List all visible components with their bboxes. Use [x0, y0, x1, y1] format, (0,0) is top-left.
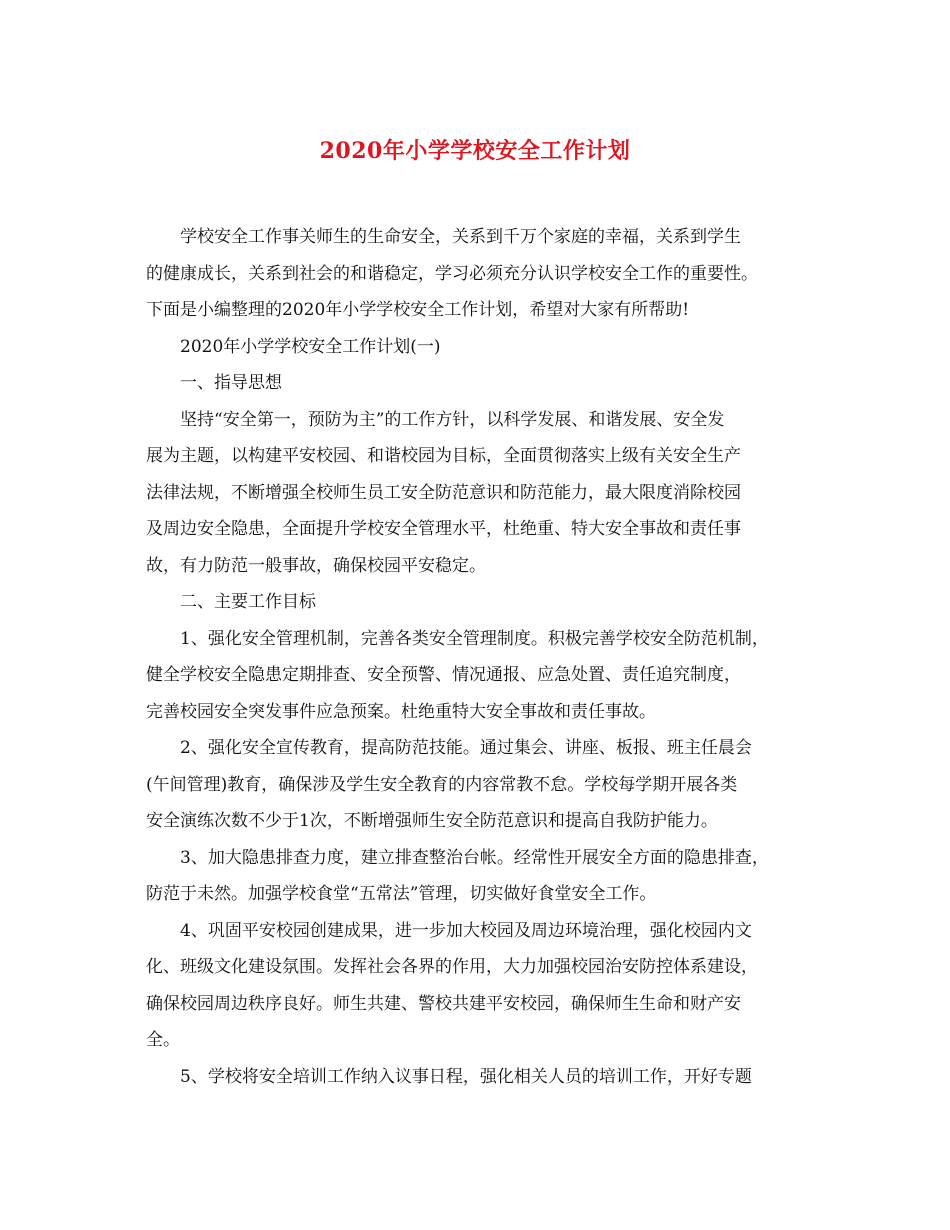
- text-line: 全。: [146, 1030, 180, 1050]
- text-line: 展为主题，以构建平安校园、和谐校园为目标，全面贯彻落实上级有关安全生产: [146, 446, 741, 466]
- text-line: 完善校园安全突发事件应急预案。杜绝重特大安全事故和责任事故。: [146, 701, 656, 722]
- text-line: 的健康成长，关系到社会的和谐稳定，学习必须充分认识学校安全工作的重要性。: [146, 263, 758, 284]
- text-line: (午间管理)教育，确保涉及学生安全教育的内容常教不怠。学校每学期开展各类: [146, 774, 738, 795]
- text-line: 防范于未然。加强学校食堂“五常法”管理，切实做好食堂安全工作。: [146, 884, 657, 904]
- document-body: [146, 219, 816, 1095]
- text-line: 二、主要工作目标: [180, 592, 316, 612]
- text-line: 化、班级文化建设氛围。发挥社会各界的作用，大力加强校园治安防控体系建设，: [146, 957, 758, 977]
- text-line: 坚持“安全第一，预防为主”的工作方针，以科学发展、和谐发展、安全发: [180, 409, 725, 430]
- text-line: 2020年小学学校安全工作计划(一): [180, 336, 441, 357]
- text-line: 及周边安全隐患，全面提升学校安全管理水平，杜绝重、特大安全事故和责任事: [146, 519, 741, 539]
- text-line: 法律法规，不断增强全校师生员工安全防范意识和防范能力，最大限度消除校园: [146, 482, 741, 503]
- text-line: 2、强化安全宣传教育，提高防范技能。通过集会、讲座、板报、班主任晨会: [180, 738, 752, 758]
- text-line: 故，有力防范一般事故，确保校园平安稳定。: [146, 555, 486, 576]
- text-line: 4、巩固平安校园创建成果，进一步加大校园及周边环境治理，强化校园内文: [180, 920, 752, 941]
- text-line: 学校安全工作事关师生的生命安全，关系到千万个家庭的幸福，关系到学生: [180, 227, 741, 247]
- text-line: 健全学校安全隐患定期排查、安全预警、情况通报、应急处置、责任追究制度，: [146, 665, 741, 685]
- text-line: 1、强化安全管理机制，完善各类安全管理制度。积极完善学校安全防范机制，: [180, 628, 769, 649]
- text-line: 确保校园周边秩序良好。师生共建、警校共建平安校园，确保师生生命和财产安: [146, 993, 741, 1014]
- page-title: 2020年小学学校安全工作计划: [319, 138, 631, 164]
- text-line: 下面是小编整理的2020年小学学校安全工作计划，希望对大家有所帮助!: [146, 300, 690, 320]
- text-line: 一、指导思想: [180, 373, 282, 393]
- text-line: 5、学校将安全培训工作纳入议事日程，强化相关人员的培训工作，开好专题: [180, 1066, 752, 1087]
- text-line: 3、加大隐患排查力度，建立排查整治台帐。经常性开展安全方面的隐患排查，: [180, 847, 769, 868]
- text-line: 安全演练次数不少于1次，不断增强师生安全防范意识和提高自我防护能力。: [146, 811, 718, 831]
